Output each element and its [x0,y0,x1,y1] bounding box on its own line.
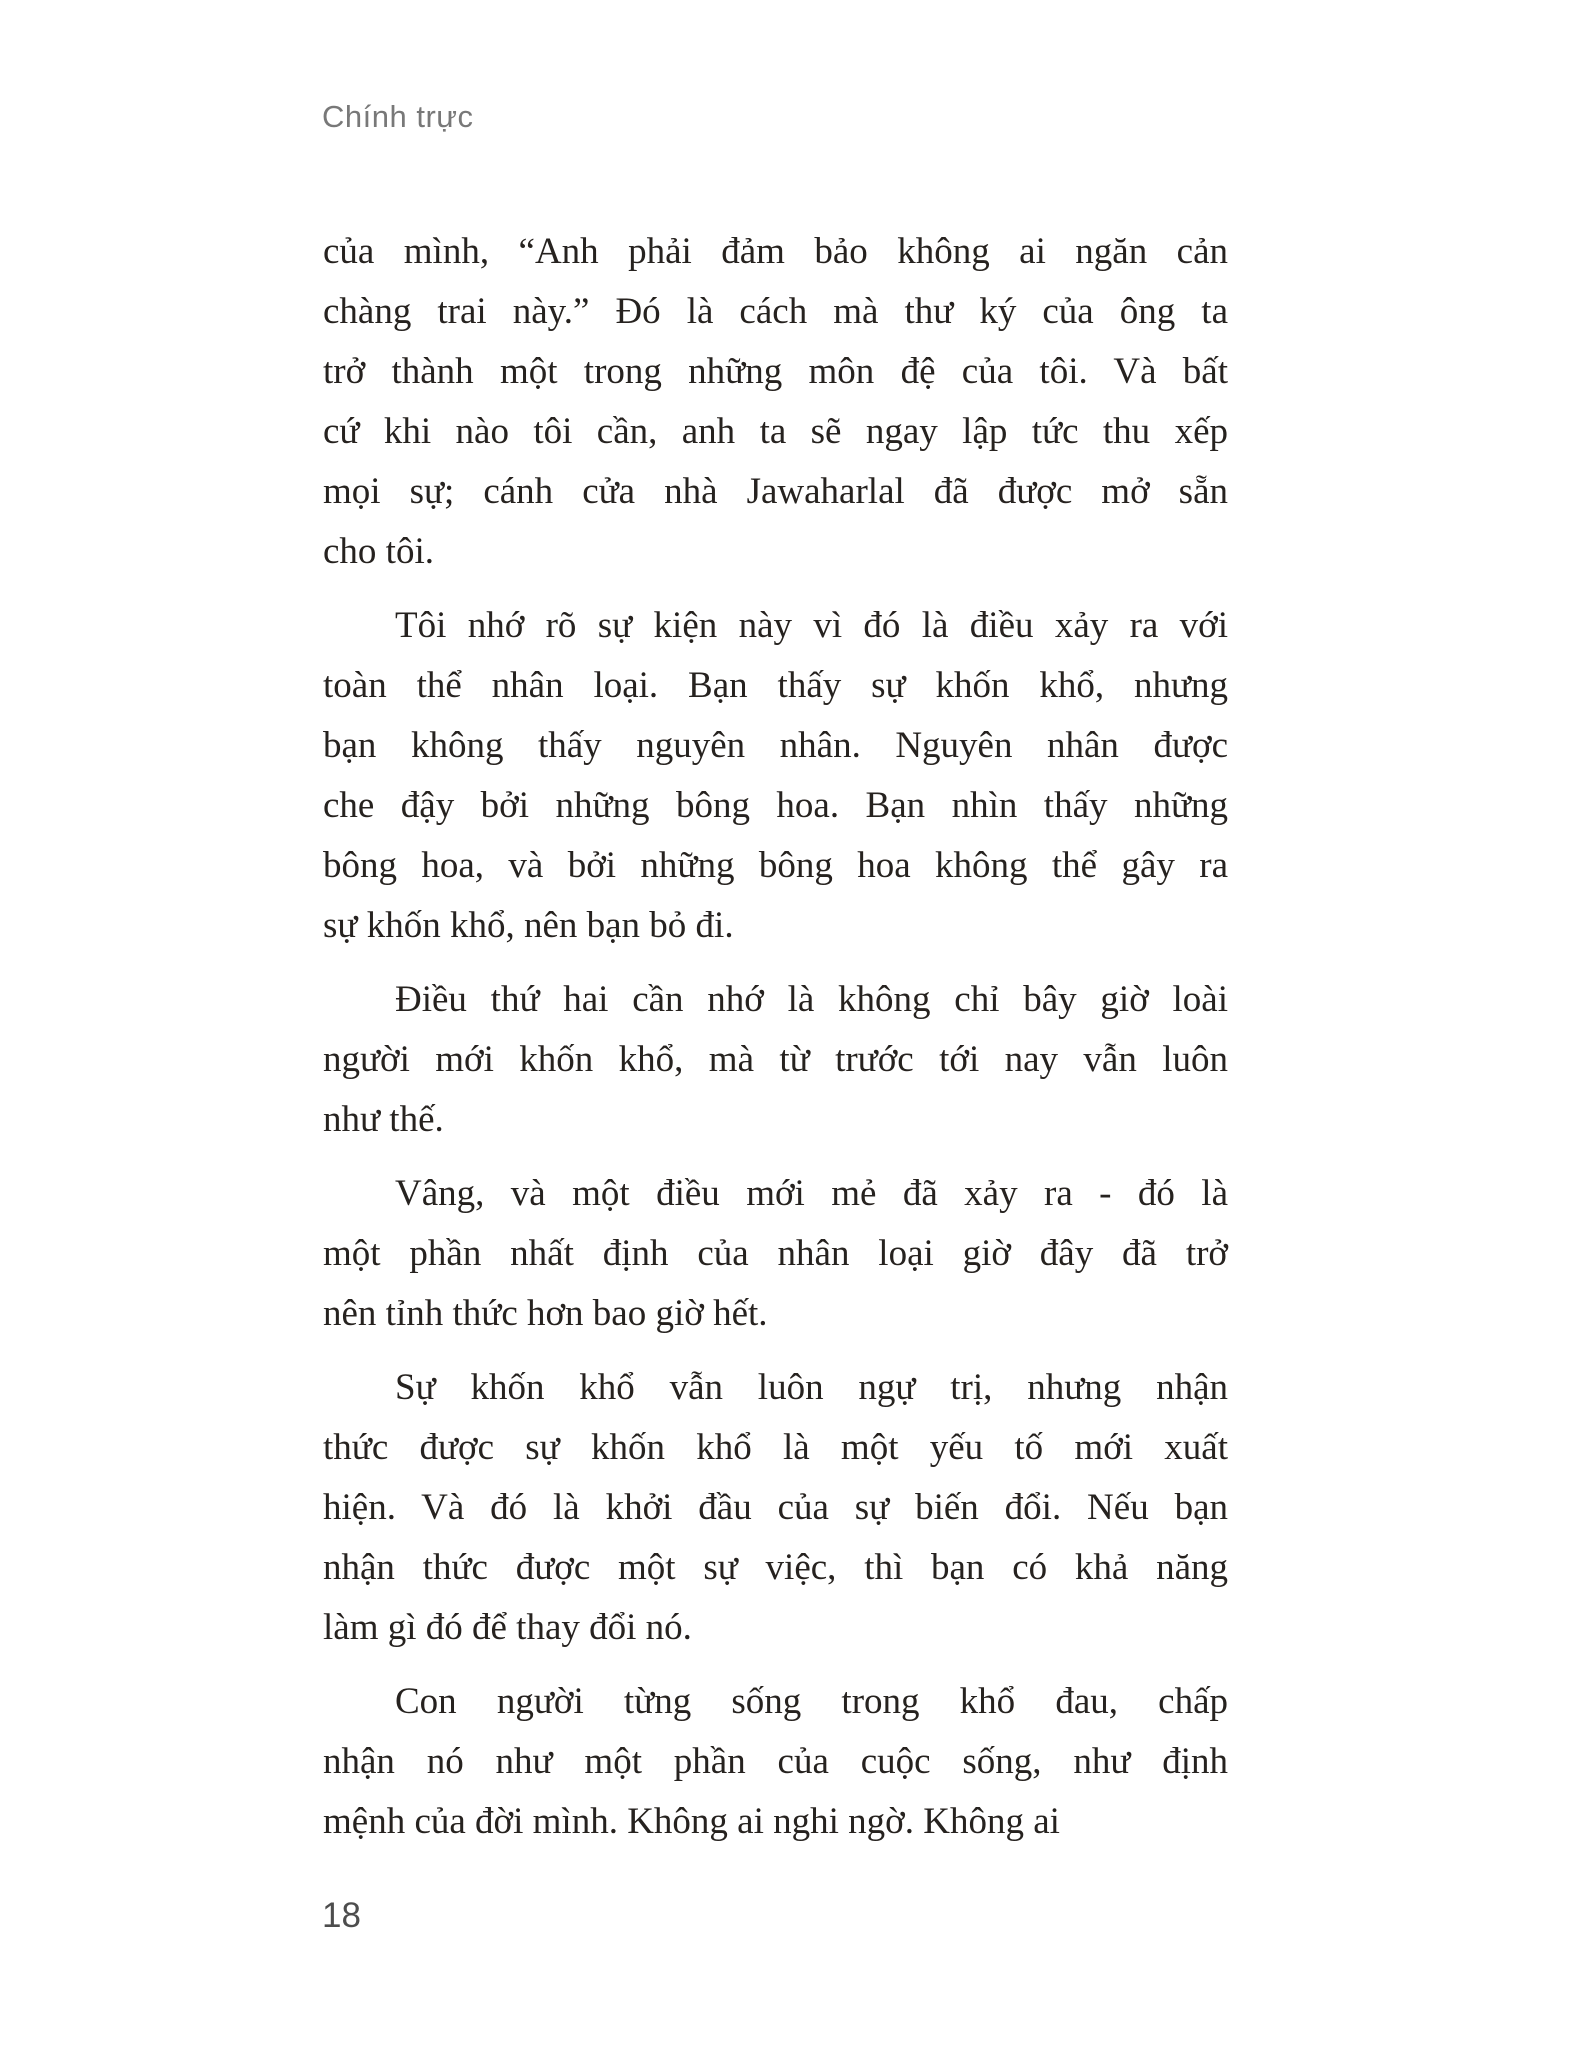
text-line: mệnh của đời mình. Không ai nghi ngờ. Không ai [323,1801,1060,1842]
text-line: bông hoa, và bởi những bông hoa không thể gây ra [323,845,1228,886]
text-line: hiện. Và đó là khởi đầu của sự biến đổi. Nếu bạn [323,1487,1228,1528]
text-line: mọi sự; cánh cửa nhà Jawaharlal đã được mở sẵn [323,471,1228,512]
paragraph [323,1164,1228,1344]
text-line: làm gì đó để thay đổi nó. [323,1607,692,1648]
paragraph [323,970,1228,1150]
text-line: bạn không thấy nguyên nhân. Nguyên nhân được [323,725,1228,766]
text-line: nên tỉnh thức hơn bao giờ hết. [323,1293,768,1334]
text-line: nhận thức được một sự việc, thì bạn có khả năng [323,1547,1228,1588]
paragraph [323,222,1228,582]
text-line: Vâng, và một điều mới mẻ đã xảy ra - đó là [395,1173,1228,1214]
text-line: người mới khốn khổ, mà từ trước tới nay vẫn luôn [323,1039,1228,1080]
text-line: chàng trai này.” Đó là cách mà thư ký của ông ta [323,291,1228,332]
running-header: Chính trực [322,99,474,134]
paragraph [323,1358,1228,1658]
text-line: sự khốn khổ, nên bạn bỏ đi. [323,905,734,946]
text-line: cho tôi. [323,531,434,572]
text-block [323,222,1228,1852]
text-line: Điều thứ hai cần nhớ là không chỉ bây giờ loài [395,979,1228,1020]
text-line: toàn thể nhân loại. Bạn thấy sự khốn khổ, nhưng [323,665,1228,706]
text-line: Sự khốn khổ vẫn luôn ngự trị, nhưng nhận [395,1367,1228,1408]
text-line: của mình, “Anh phải đảm bảo không ai ngăn cản [323,231,1228,272]
text-line: cứ khi nào tôi cần, anh ta sẽ ngay lập tức thu xếp [323,411,1228,452]
text-line: Tôi nhớ rõ sự kiện này vì đó là điều xảy ra với [395,605,1228,646]
text-line: như thế. [323,1099,444,1140]
text-line: nhận nó như một phần của cuộc sống, như định [323,1741,1228,1782]
paragraph [323,596,1228,956]
paragraph [323,1672,1228,1852]
text-line: Con người từng sống trong khổ đau, chấp [395,1681,1228,1722]
text-line: thức được sự khốn khổ là một yếu tố mới xuất [323,1427,1228,1468]
page-number: 18 [322,1896,361,1935]
text-line: một phần nhất định của nhân loại giờ đây đã trở [323,1233,1228,1274]
text-line: trở thành một trong những môn đệ của tôi. Và bất [323,351,1228,392]
text-line: che đậy bởi những bông hoa. Bạn nhìn thấy những [323,785,1228,826]
